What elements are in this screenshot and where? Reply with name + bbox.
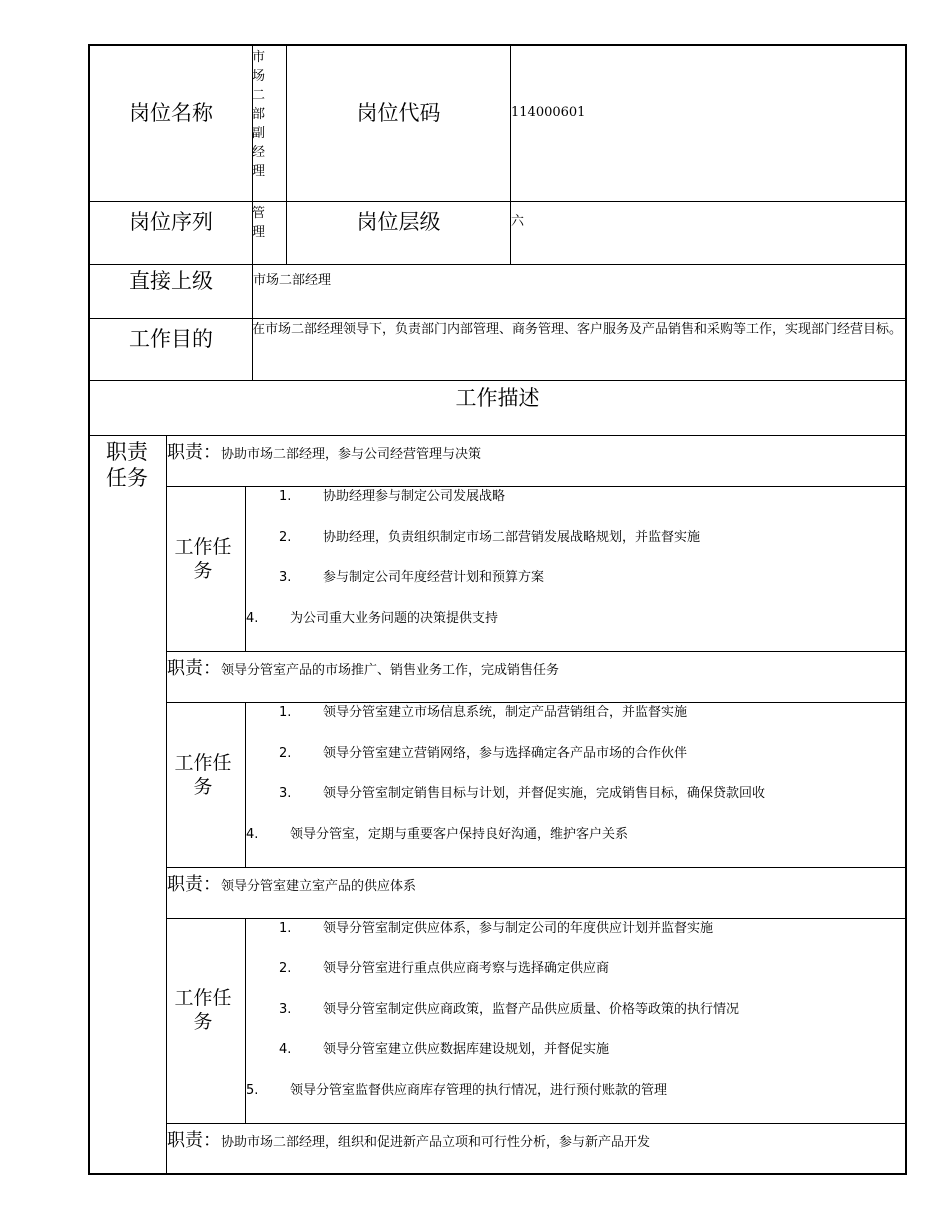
task-item: 4. 领导分管室建立供应数据库建设规划，并督促实施 [279, 1042, 610, 1057]
task-item: 3. 参与制定公司年度经营计划和预算方案 [279, 570, 545, 585]
position-code-label: 岗位代码 [356, 101, 441, 125]
task-item: 3. 领导分管室制定销售目标与计划，并督促实施，完成销售目标，确保贷款回收 [279, 786, 766, 801]
row-divider [166, 486, 907, 487]
work-task-label: 工作任务 [174, 536, 232, 582]
task-item: 4. 为公司重大业务问题的决策提供支持 [246, 611, 499, 626]
duty-text: 领导分管室产品的市场推广、销售业务工作，完成销售任务 [221, 663, 560, 678]
row-divider [166, 867, 907, 868]
duty-row [167, 872, 416, 898]
task-item: 3. 领导分管室制定供应商政策，监督产品供应质量、价格等政策的执行情况 [279, 1002, 740, 1017]
work-purpose-label: 工作目的 [129, 327, 213, 351]
duty-row [167, 1128, 650, 1154]
row-divider [88, 318, 907, 319]
table-border-top [88, 44, 907, 46]
duty-text: 领导分管室建立室产品的供应体系 [221, 879, 417, 894]
position-code-value: 114000601 [511, 105, 586, 120]
task-item: 4. 领导分管室，定期与重要客户保持良好沟通，维护客户关系 [246, 827, 629, 842]
row-divider [88, 380, 907, 381]
position-level-value: 六 [511, 214, 525, 229]
position-name-label: 岗位名称 [129, 101, 213, 125]
duty-row [167, 440, 481, 466]
row-divider [166, 651, 907, 652]
task-item: 5. 领导分管室监督供应商库存管理的执行情况，进行预付账款的管理 [246, 1083, 668, 1098]
work-purpose-value: 在市场二部经理领导下，负责部门内部管理、商务管理、客户服务及产品销售和采购等工作，实现部门经营目标。 [252, 322, 903, 337]
position-name-value: 市场二部副经理 [252, 50, 266, 179]
col-divider [510, 44, 511, 265]
position-level-label: 岗位层级 [356, 210, 441, 234]
direct-superior-label: 直接上级 [129, 269, 213, 293]
duty-text: 协助市场二部经理，组织和促进新产品立项和可行性分析，参与新产品开发 [221, 1135, 651, 1150]
task-item: 2. 协助经理，负责组织制定市场二部营销发展战略规划，并监督实施 [279, 530, 701, 545]
task-item: 1. 协助经理参与制定公司发展战略 [279, 489, 506, 504]
duty-row [167, 656, 559, 682]
duty-text: 协助市场二部经理，参与公司经营管理与决策 [221, 447, 482, 462]
table-border-right [905, 44, 907, 1175]
duty-prefix: 职责： [167, 442, 221, 463]
work-description-title: 工作描述 [455, 386, 540, 410]
duty-task-label: 职责任务 [106, 440, 148, 490]
direct-superior-value: 市场二部经理 [253, 273, 332, 288]
duty-prefix: 职责： [167, 874, 221, 895]
work-task-label: 工作任务 [174, 752, 232, 798]
position-series-label: 岗位序列 [129, 210, 213, 234]
task-item: 1. 领导分管室制定供应体系，参与制定公司的年度供应计划并监督实施 [279, 921, 714, 936]
row-divider [88, 264, 907, 265]
col-divider [166, 435, 167, 1174]
row-divider [166, 1123, 907, 1124]
row-divider [88, 201, 907, 202]
position-series-value: 管理 [252, 206, 266, 240]
table-border-bottom [88, 1173, 907, 1175]
work-task-label: 工作任务 [174, 987, 232, 1033]
row-divider [88, 435, 907, 436]
task-item: 2. 领导分管室进行重点供应商考察与选择确定供应商 [279, 961, 610, 976]
duty-prefix: 职责： [167, 658, 221, 679]
duty-prefix: 职责： [167, 1130, 221, 1151]
task-item: 1. 领导分管室建立市场信息系统，制定产品营销组合，并监督实施 [279, 705, 688, 720]
task-item: 2. 领导分管室建立营销网络，参与选择确定各产品市场的合作伙伴 [279, 746, 688, 761]
